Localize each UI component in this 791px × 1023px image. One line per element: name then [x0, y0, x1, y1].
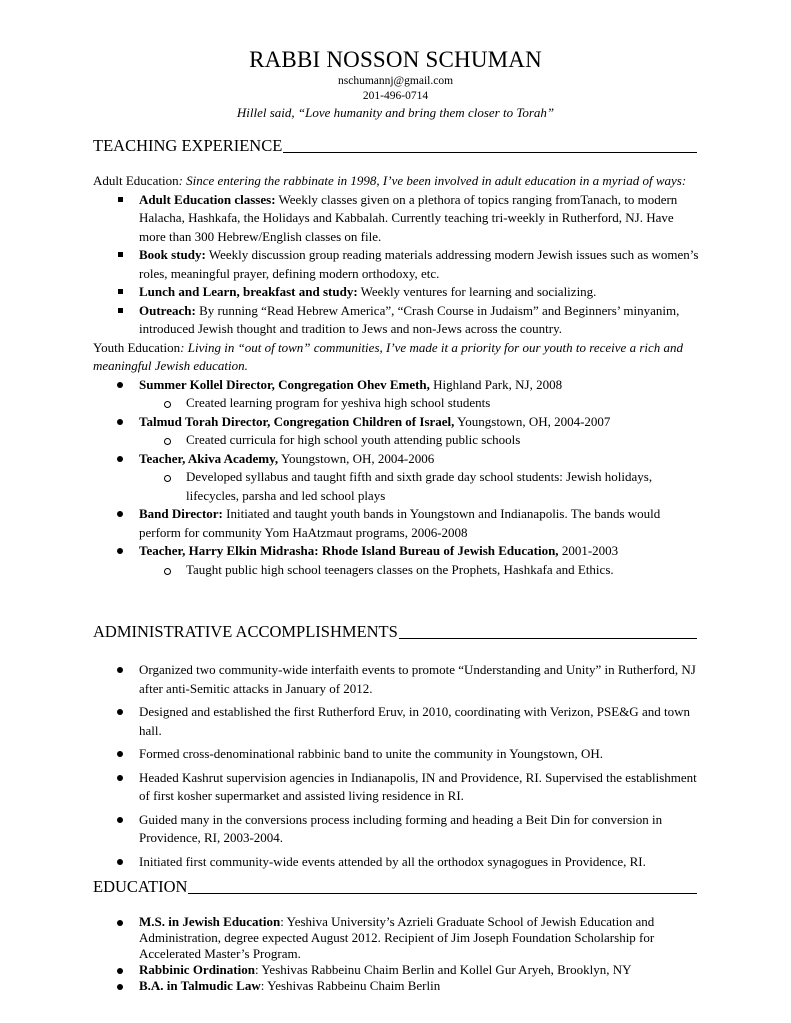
sub-list-item: Created learning program for yeshiva high school students — [93, 394, 701, 413]
youth-education-intro: Youth Education: Living in “out of town” communities, I’ve made it a priority for our youth to receive a rich and meaningful Jewish education. — [93, 339, 684, 373]
list-item: Summer Kollel Director, Congregation Ohev Emeth, Highland Park, NJ, 2008 — [93, 376, 701, 395]
resume-header — [0, 46, 791, 121]
list-item: Guided many in the conversions process including forming and heading a Beit Din for conversion in Providence, RI, 2003-2004. — [93, 811, 701, 848]
section-rule — [283, 152, 697, 153]
list-item: Talmud Torah Director, Congregation Children of Israel, Youngstown, OH, 2004-2007 — [93, 413, 701, 432]
section-title-teaching: TEACHING EXPERIENCE — [93, 136, 697, 156]
list-item: Outreach: By running “Read Hebrew America”, “Crash Course in Judaism” and Beginners’ minyanim, introduced Jewish thought and tradition to Jews and non-Jews across the country. — [93, 302, 701, 339]
list-item: Lunch and Learn, breakfast and study: Weekly ventures for learning and socializing. — [93, 283, 701, 302]
section-title-admin: ADMINISTRATIVE ACCOMPLISHMENTS — [93, 622, 697, 642]
list-item: Headed Kashrut supervision agencies in Indianapolis, IN and Providence, RI. Supervised the establishment of first kosher supermarket and assisted living residence in RI. — [93, 769, 701, 806]
education-list — [93, 914, 701, 994]
teaching-section — [93, 172, 701, 579]
list-item: Teacher, Harry Elkin Midrasha: Rhode Island Bureau of Jewish Education, 2001-2003 — [93, 542, 701, 561]
list-item: Rabbinic Ordination: Yeshivas Rabbeinu Chaim Berlin and Kollel Gur Aryeh, Brooklyn, NY — [93, 962, 701, 978]
list-item: Organized two community-wide interfaith events to promote “Understanding and Unity” in Rutherford, NJ after anti-Semitic attacks in January of 2012. — [93, 661, 701, 698]
section-title-education: EDUCATION — [93, 877, 697, 897]
admin-list — [93, 661, 701, 871]
email-address: nschumannj@gmail.com — [337, 75, 454, 87]
list-item: Book study: Weekly discussion group reading materials addressing modern Jewish issues such as women’s roles, meaningful prayer, defining modern orthodoxy, etc. — [93, 246, 701, 283]
sub-list-item: Created curricula for high school youth attending public schools — [93, 431, 701, 450]
section-rule — [399, 638, 697, 639]
candidate-name: RABBI NOSSON SCHUMAN — [249, 47, 542, 72]
list-item: Band Director: Initiated and taught youth bands in Youngstown and Indianapolis. The bands would perform for community Yom HaAtzmaut programs, 2006-2008 — [93, 505, 701, 542]
motto-quote: Hillel said, “Love humanity and bring them closer to Torah” — [236, 105, 555, 120]
list-item: Initiated first community-wide events attended by all the orthodox synagogues in Providence, RI. — [93, 853, 701, 872]
list-item: Teacher, Akiva Academy, Youngstown, OH, 2004-2006 — [93, 450, 701, 469]
phone-number: 201-496-0714 — [362, 90, 429, 102]
list-item: Designed and established the first Rutherford Eruv, in 2010, coordinating with Verizon, PSE&G and town hall. — [93, 703, 701, 740]
sub-list-item: Developed syllabus and taught fifth and sixth grade day school students: Jewish holidays, lifecycles, parsha and led school plays — [93, 468, 701, 505]
adult-education-intro: Adult Education: Since entering the rabbinate in 1998, I’ve been involved in adult education in a myriad of ways: — [93, 173, 687, 188]
list-item: Adult Education classes: Weekly classes given on a plethora of topics ranging fromTanach, to modern Halacha, Hashkafa, the Holidays and Kabbalah. Currently teaching tri-weekly in Rutherford, NJ. Have more than 300 Hebrew/English classes on file. — [93, 191, 701, 247]
list-item: M.S. in Jewish Education: Yeshiva University’s Azrieli Graduate School of Jewish Education and Administration, degree expected August 2012. Recipient of Jim Joseph Foundation Scholarship for Accelerated Master’s Program. — [93, 914, 701, 962]
youth-education-list — [93, 376, 701, 395]
sub-list-item: Taught public high school teenagers classes on the Prophets, Hashkafa and Ethics. — [93, 561, 701, 580]
section-rule — [188, 893, 697, 894]
adult-education-list — [93, 191, 701, 339]
list-item: Formed cross-denominational rabbinic band to unite the community in Youngstown, OH. — [93, 745, 701, 764]
list-item: B.A. in Talmudic Law: Yeshivas Rabbeinu Chaim Berlin — [93, 978, 701, 994]
admin-section — [93, 661, 701, 876]
education-section — [93, 914, 701, 994]
